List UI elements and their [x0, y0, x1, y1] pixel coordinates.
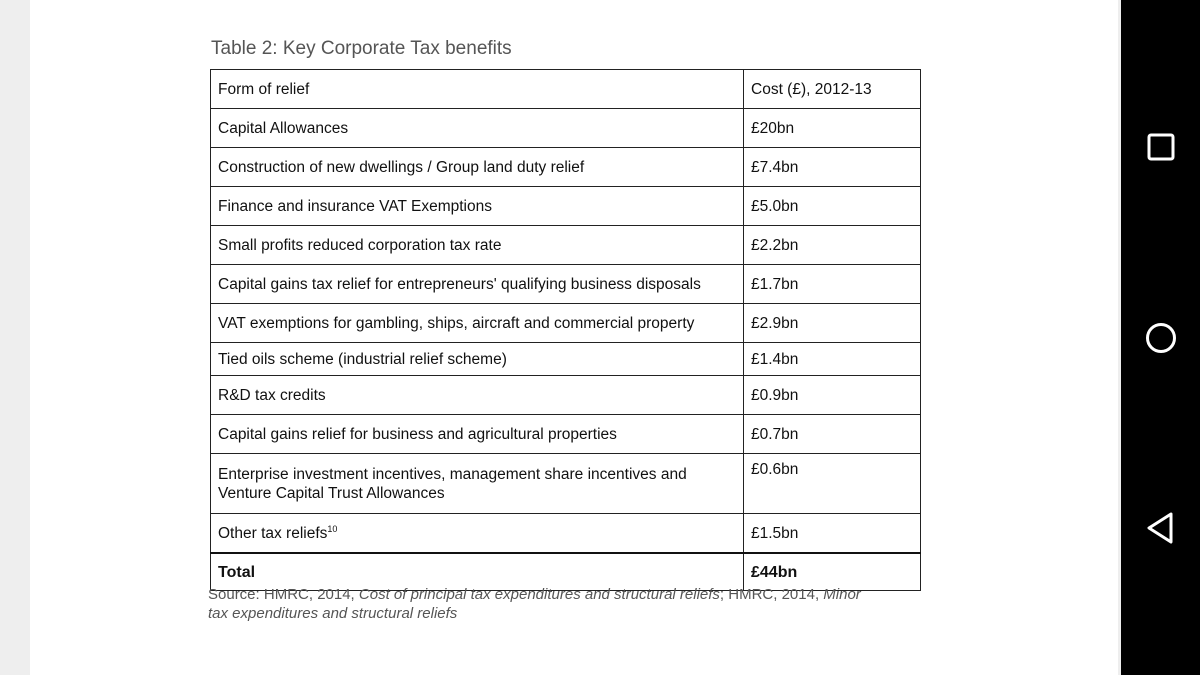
table-row — [211, 343, 921, 376]
source-note — [208, 585, 928, 623]
source-title-1: Cost of principal tax expenditures and structural reliefs — [358, 586, 720, 603]
table-header-row — [211, 70, 921, 109]
cost-cell: £1.7bn — [744, 265, 921, 304]
relief-line-2: Venture Capital Trust Allowances — [218, 484, 445, 502]
header-cell-cost: Cost (£), 2012-13 — [744, 70, 921, 109]
source-prefix: Source: HMRC, 2014, — [208, 586, 359, 603]
cost-cell: £1.4bn — [744, 343, 921, 376]
table-row — [211, 265, 921, 304]
cost-cell: £7.4bn — [744, 148, 921, 187]
total-label: Total — [211, 553, 744, 591]
cost-cell: £5.0bn — [744, 187, 921, 226]
table-row — [211, 454, 921, 514]
cost-cell: £2.9bn — [744, 304, 921, 343]
table-row — [211, 304, 921, 343]
table-row — [211, 109, 921, 148]
tax-relief-table — [210, 69, 921, 591]
cost-cell: £0.7bn — [744, 415, 921, 454]
relief-cell — [211, 454, 744, 514]
table-row — [211, 514, 921, 554]
table-row — [211, 226, 921, 265]
source-title-2b: tax expenditures and structural reliefs — [208, 605, 458, 622]
back-button[interactable] — [1142, 509, 1180, 547]
cost-cell: £0.6bn — [744, 454, 921, 514]
home-icon — [1144, 321, 1178, 355]
table-row — [211, 415, 921, 454]
header-cell-relief: Form of relief — [211, 70, 744, 109]
recents-icon — [1146, 132, 1176, 162]
footnote-marker: 10 — [327, 523, 338, 534]
table-caption: Table 2: Key Corporate Tax benefits — [211, 38, 512, 59]
relief-cell: R&D tax credits — [211, 376, 744, 415]
table-row — [211, 376, 921, 415]
cost-cell: £1.5bn — [744, 514, 921, 554]
relief-line-1: Enterprise investment incentives, management share incentives and — [218, 465, 687, 483]
relief-cell: Tied oils scheme (industrial relief scheme) — [211, 343, 744, 376]
back-icon — [1145, 511, 1177, 545]
relief-cell — [211, 514, 744, 554]
relief-cell: VAT exemptions for gambling, ships, aircraft and commercial property — [211, 304, 744, 343]
total-cost: £44bn — [744, 553, 921, 591]
relief-label: Other tax reliefs — [218, 524, 328, 542]
recents-button[interactable] — [1142, 128, 1180, 166]
cost-cell: £2.2bn — [744, 226, 921, 265]
relief-cell: Capital gains tax relief for entrepreneurs' qualifying business disposals — [211, 265, 744, 304]
cost-cell: £20bn — [744, 109, 921, 148]
relief-cell: Capital Allowances — [211, 109, 744, 148]
document-page — [30, 0, 1118, 675]
table-row — [211, 148, 921, 187]
source-middle: ; HMRC, 2014, — [719, 586, 824, 603]
relief-cell: Finance and insurance VAT Exemptions — [211, 187, 744, 226]
relief-cell: Capital gains relief for business and agricultural properties — [211, 415, 744, 454]
home-button[interactable] — [1142, 319, 1180, 357]
android-navigation-bar — [1121, 0, 1200, 675]
cost-cell: £0.9bn — [744, 376, 921, 415]
source-title-2a: Minor — [823, 586, 861, 603]
table-row — [211, 187, 921, 226]
relief-cell: Construction of new dwellings / Group land duty relief — [211, 148, 744, 187]
relief-cell: Small profits reduced corporation tax rate — [211, 226, 744, 265]
